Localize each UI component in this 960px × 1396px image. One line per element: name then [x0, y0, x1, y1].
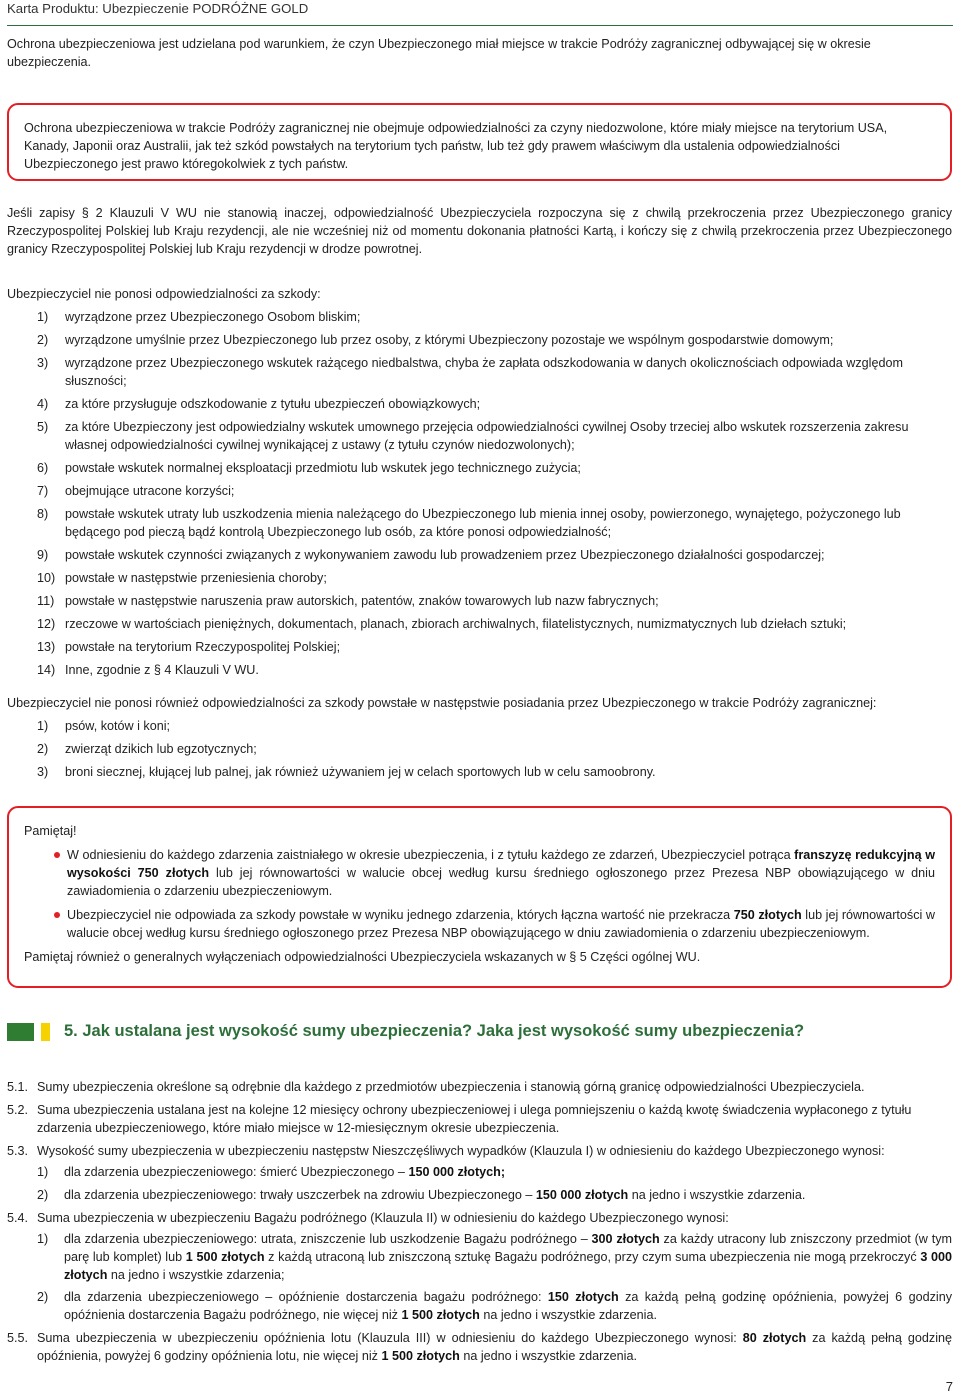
item-number: 8)	[37, 507, 49, 521]
page-header-title: Karta Produktu: Ubezpieczenie PODRÓŻNE GOLD	[7, 1, 309, 16]
list-item	[7, 717, 952, 735]
item-text: na jedno i wszystkie zdarzenia;	[107, 1268, 285, 1282]
section-item-5-4	[7, 1209, 952, 1227]
item-text: Sumy ubezpieczenia określone są odrębnie dla każdego z przedmiotów ubezpieczenia i stanowią górną granicę odpowiedzialności Ubezpieczyciela.	[37, 1080, 865, 1094]
item-number: 5.3.	[7, 1144, 29, 1158]
list-item	[7, 395, 952, 413]
item-bold-text: 150 złotych	[547, 1290, 619, 1304]
section-item-5-3	[7, 1142, 952, 1160]
yellow-marker	[41, 1023, 50, 1041]
remember-list	[24, 846, 935, 942]
page-number: 7	[945, 1379, 953, 1394]
item-number: 9)	[37, 548, 49, 562]
remember-footer: Pamiętaj również o generalnych wyłączeniach odpowiedzialności Ubezpieczyciela wskazanych w § 5 Części ogólnej WU.	[24, 950, 701, 964]
section-item-5-2	[7, 1101, 952, 1137]
item-number: 14)	[37, 663, 56, 677]
item-number: 1)	[37, 719, 49, 733]
warning-box	[7, 103, 952, 181]
section-title: 5. Jak ustalana jest wysokość sumy ubezpieczenia? Jaka jest wysokość sumy ubezpieczenia?	[64, 1022, 805, 1040]
item-number: 1)	[37, 1165, 49, 1179]
item-text: dla zdarzenia ubezpieczeniowego: utrata, zniszczenie lub uszkodzenie Bagażu podróżnego –	[64, 1232, 592, 1246]
item-bold-text: 300 złotych	[591, 1232, 660, 1246]
remember-box	[7, 806, 952, 988]
klauzula-paragraph: Jeśli zapisy § 2 Klauzuli V WU nie stanowią inaczej, odpowiedzialność Ubezpieczyciela rozpoczyna się z chwilą przekroczenia przez Ubezpieczonego granicy Rzeczypospolitej Polskiej lub Kraju rezydencji, ale nie wcześniej niż od momentu dokonania płatności Kartą, i kończy się z chwilą przekroczenia przez Ubezpieczonego granicy Rzeczypospolitej Polskiej lub Kraju rezydencji w drodze powrotnej.	[7, 206, 952, 256]
item-text: zwierząt dzikich lub egzotycznych;	[65, 742, 257, 756]
item-text: wyrządzone przez Ubezpieczonego wskutek rażącego niedbalstwa, chyba że zapłata odszkodowania w danych okolicznościach odpowiada względom słuszności;	[65, 356, 903, 388]
item-number: 10)	[37, 571, 56, 585]
list-item	[7, 418, 952, 454]
list-item	[7, 308, 952, 326]
list-item	[7, 569, 952, 587]
item-text: dla zdarzenia ubezpieczeniowego: trwały uszczerbek na zdrowiu Ubezpieczonego –	[64, 1188, 536, 1202]
remember-title: Pamiętaj!	[24, 824, 77, 838]
item-number: 1)	[37, 1232, 49, 1246]
item-text: Suma ubezpieczenia w ubezpieczeniu opóźnienia lotu (Klauzula III) w odniesieniu do każdego Ubezpieczonego wynosi:	[37, 1331, 743, 1345]
list-item	[7, 740, 952, 758]
item-bold-text: 1 500 złotych	[381, 1349, 460, 1363]
item-number: 12)	[37, 617, 56, 631]
item-text: Ubezpieczyciel nie odpowiada za szkody powstałe w wyniku jednego zdarzenia, których łączna wartość nie przekracza	[67, 908, 734, 922]
item-text: Inne, zgodnie z § 4 Klauzuli V WU.	[65, 663, 259, 677]
item-bold-text: 750 złotych	[733, 908, 802, 922]
item-text: na jedno i wszystkie zdarzenia.	[628, 1188, 806, 1202]
item-number: 6)	[37, 461, 49, 475]
item-text: z każdą utraconą lub zniszczoną sztukę Bagażu podróżnego, przy czym suma ubezpieczenia nie mogą przekroczyć	[264, 1250, 921, 1264]
item-text: lub jej równowartości w walucie obcej według kursu średniego ogłoszonego przez Prezesa NBP obowiązującego w dniu zawiadomienia o zdarzeniu ubezpieczeniowym.	[67, 866, 935, 898]
list-item	[24, 906, 935, 942]
green-marker	[7, 1023, 34, 1041]
list-item	[7, 354, 952, 390]
item-text: powstałe wskutek normalnej eksploatacji przedmiotu lub wskutek jego technicznego zużycia;	[65, 461, 581, 475]
item-number: 2)	[37, 742, 49, 756]
item-number: 5)	[37, 420, 49, 434]
item-text: psów, kotów i koni;	[65, 719, 170, 733]
item-text: dla zdarzenia ubezpieczeniowego – opóźnienie dostarczenia bagażu podróżnego:	[64, 1290, 548, 1304]
item-text: Suma ubezpieczenia ustalana jest na kolejne 12 miesięcy ochrony ubezpieczeniowej i ulega pomniejszeniu o każdą kwotę świadczenia wypłaconego z tytułu zdarzenia ubezpieczeniowego, które miało miejsce w 12-miesięcznym okresie ubezpieczenia.	[37, 1103, 912, 1135]
item-text: wyrządzone przez Ubezpieczonego Osobom bliskim;	[65, 310, 361, 324]
item-text: powstałe wskutek utraty lub uszkodzenia mienia należącego do Ubezpieczonego lub mienia innej osoby, powierzonego, wynajętego, pożyczonego lub będącego pod pieczą bądź kontrolą Ubezpieczonego lub osób, za które ponosi odpowiedzialność;	[65, 507, 901, 539]
item-text: za które przysługuje odszkodowanie z tytułu ubezpieczeń obowiązkowych;	[65, 397, 481, 411]
sub-item	[7, 1230, 952, 1284]
animals-list	[7, 717, 952, 786]
warning-text: Ochrona ubezpieczeniowa w trakcie Podróży zagranicznej nie obejmuje odpowiedzialności za czyny niedozwolone, które miały miejsce na terytorium USA, Kanady, Japonii oraz Australii, jak też szkód powstałych na terytorium tych państw, lub też gdy prawem właściwym dla ustalenia odpowiedzialności Ubezpieczonego jest prawo któregokolwiek z tych państw.	[24, 121, 888, 171]
item-bold-text: 80 złotych	[742, 1331, 807, 1345]
item-bold-text: franszyzę redukcyjną w wysokości 750 złotych	[67, 848, 935, 880]
bullet-icon	[54, 852, 60, 858]
item-text: za każdy utracony lub zniszczony przedmiot (w tym parę lub komplet) lub	[64, 1232, 952, 1264]
item-number: 2)	[37, 333, 49, 347]
list-item	[7, 763, 952, 781]
list-item	[24, 846, 935, 900]
list-item	[7, 505, 952, 541]
header-divider	[7, 25, 953, 26]
item-number: 5.1.	[7, 1080, 29, 1094]
intro-paragraph: Ochrona ubezpieczeniowa jest udzielana pod warunkiem, że czyn Ubezpieczonego miał miejsce w trakcie Podróży zagranicznej odbywającej się w okresie ubezpieczenia.	[7, 37, 871, 69]
exclusions-intro: Ubezpieczyciel nie ponosi odpowiedzialności za szkody:	[7, 287, 321, 301]
list-item	[7, 482, 952, 500]
item-number: 13)	[37, 640, 56, 654]
list-item	[7, 638, 952, 656]
item-number: 5.5.	[7, 1331, 29, 1345]
section-item-5-5	[7, 1329, 952, 1365]
item-text: W odniesieniu do każdego zdarzenia zaistniałego w okresie ubezpieczenia, i z tytułu każdego ze zdarzeń, Ubezpieczyciel potrąca	[67, 848, 795, 862]
item-text: na jedno i wszystkie zdarzenia.	[459, 1349, 637, 1363]
item-bold-text: 150 000 złotych;	[408, 1165, 506, 1179]
section-item-5-1	[7, 1078, 952, 1096]
list-item	[7, 592, 952, 610]
item-number: 1)	[37, 310, 49, 324]
sub-item	[7, 1288, 952, 1324]
list-item	[7, 615, 952, 633]
item-number: 3)	[37, 356, 49, 370]
item-number: 5.4.	[7, 1211, 29, 1225]
bullet-icon	[54, 912, 60, 918]
item-text: Wysokość sumy ubezpieczenia w ubezpieczeniu następstw Nieszczęśliwych wypadków (Klauzula I) w odniesieniu do każdego Ubezpieczonego wynosi:	[37, 1144, 885, 1158]
item-text: Suma ubezpieczenia w ubezpieczeniu Bagażu podróżnego (Klauzula II) w odniesieniu do każdego Ubezpieczonego wynosi:	[37, 1211, 729, 1225]
item-text: za każdą pełną godzinę opóźnienia, powyżej 6 godziny opóźnienia lotu, nie więcej niż	[37, 1331, 953, 1363]
item-text: wyrządzone umyślnie przez Ubezpieczonego lub przez osoby, z którymi Ubezpieczony pozostaje we wspólnym gospodarstwie domowym;	[65, 333, 834, 347]
item-text: powstałe w następstwie naruszenia praw autorskich, patentów, znaków towarowych lub nazw fabrycznych;	[65, 594, 659, 608]
sub-item	[7, 1186, 952, 1204]
item-bold-text: 150 000 złotych	[535, 1188, 629, 1202]
item-bold-text: 1 500 złotych	[401, 1308, 480, 1322]
item-text: dla zdarzenia ubezpieczeniowego: śmierć Ubezpieczonego –	[64, 1165, 409, 1179]
animals-intro: Ubezpieczyciel nie ponosi również odpowiedzialności za szkody powstałe w następstwie posiadania przez Ubezpieczonego w trakcie Podróży zagranicznej:	[7, 696, 877, 710]
item-text: lub jej równowartości w walucie obcej według kursu średniego ogłoszonego przez Prezesa NBP obowiązującego w dniu zawiadomienia o zdarzeniu ubezpieczeniowym.	[67, 908, 935, 940]
item-text: broni siecznej, kłującej lub palnej, jak również używaniem jej w celach sportowych lub w celu samoobrony.	[65, 765, 656, 779]
list-item	[7, 546, 952, 564]
item-text: obejmujące utracone korzyści;	[65, 484, 235, 498]
item-text: na jedno i wszystkie zdarzenia.	[479, 1308, 657, 1322]
item-number: 4)	[37, 397, 49, 411]
item-bold-text: 1 500 złotych	[185, 1250, 265, 1264]
list-item	[7, 661, 952, 679]
list-item	[7, 331, 952, 349]
item-number: 2)	[37, 1290, 49, 1304]
item-text: rzeczowe w wartościach pieniężnych, dokumentach, planach, zbiorach archiwalnych, filatelistycznych, numizmatycznych lub dziełach sztuki;	[65, 617, 847, 631]
item-text: za każdą pełną godzinę opóźnienia, powyżej 6 godziny opóźnienia dostarczenia Bagażu podróżnego, nie więcej niż	[64, 1290, 952, 1322]
item-text: za które Ubezpieczony jest odpowiedzialny wskutek umownego przejęcia odpowiedzialności cywilnej Osoby trzeciej albo wskutek rozszerzenia zakresu własnej odpowiedzialności cywilnej wynikającej z ustawy (z tytułu czynów niedozwolonych);	[65, 420, 909, 452]
sub-item	[7, 1163, 952, 1181]
item-number: 7)	[37, 484, 49, 498]
item-text: powstałe w następstwie przeniesienia choroby;	[65, 571, 327, 585]
item-text: powstałe na terytorium Rzeczypospolitej Polskiej;	[65, 640, 341, 654]
item-number: 3)	[37, 765, 49, 779]
item-number: 11)	[37, 594, 55, 608]
item-text: powstałe wskutek czynności związanych z wykonywaniem zawodu lub prowadzeniem przez Ubezpieczonego działalności gospodarczej;	[65, 548, 825, 562]
section-heading	[7, 1020, 952, 1042]
item-bold-text: 3 000 złotych	[64, 1250, 952, 1282]
list-item	[7, 459, 952, 477]
item-number: 2)	[37, 1188, 49, 1202]
item-number: 5.2.	[7, 1103, 29, 1117]
exclusions-list	[7, 308, 952, 684]
